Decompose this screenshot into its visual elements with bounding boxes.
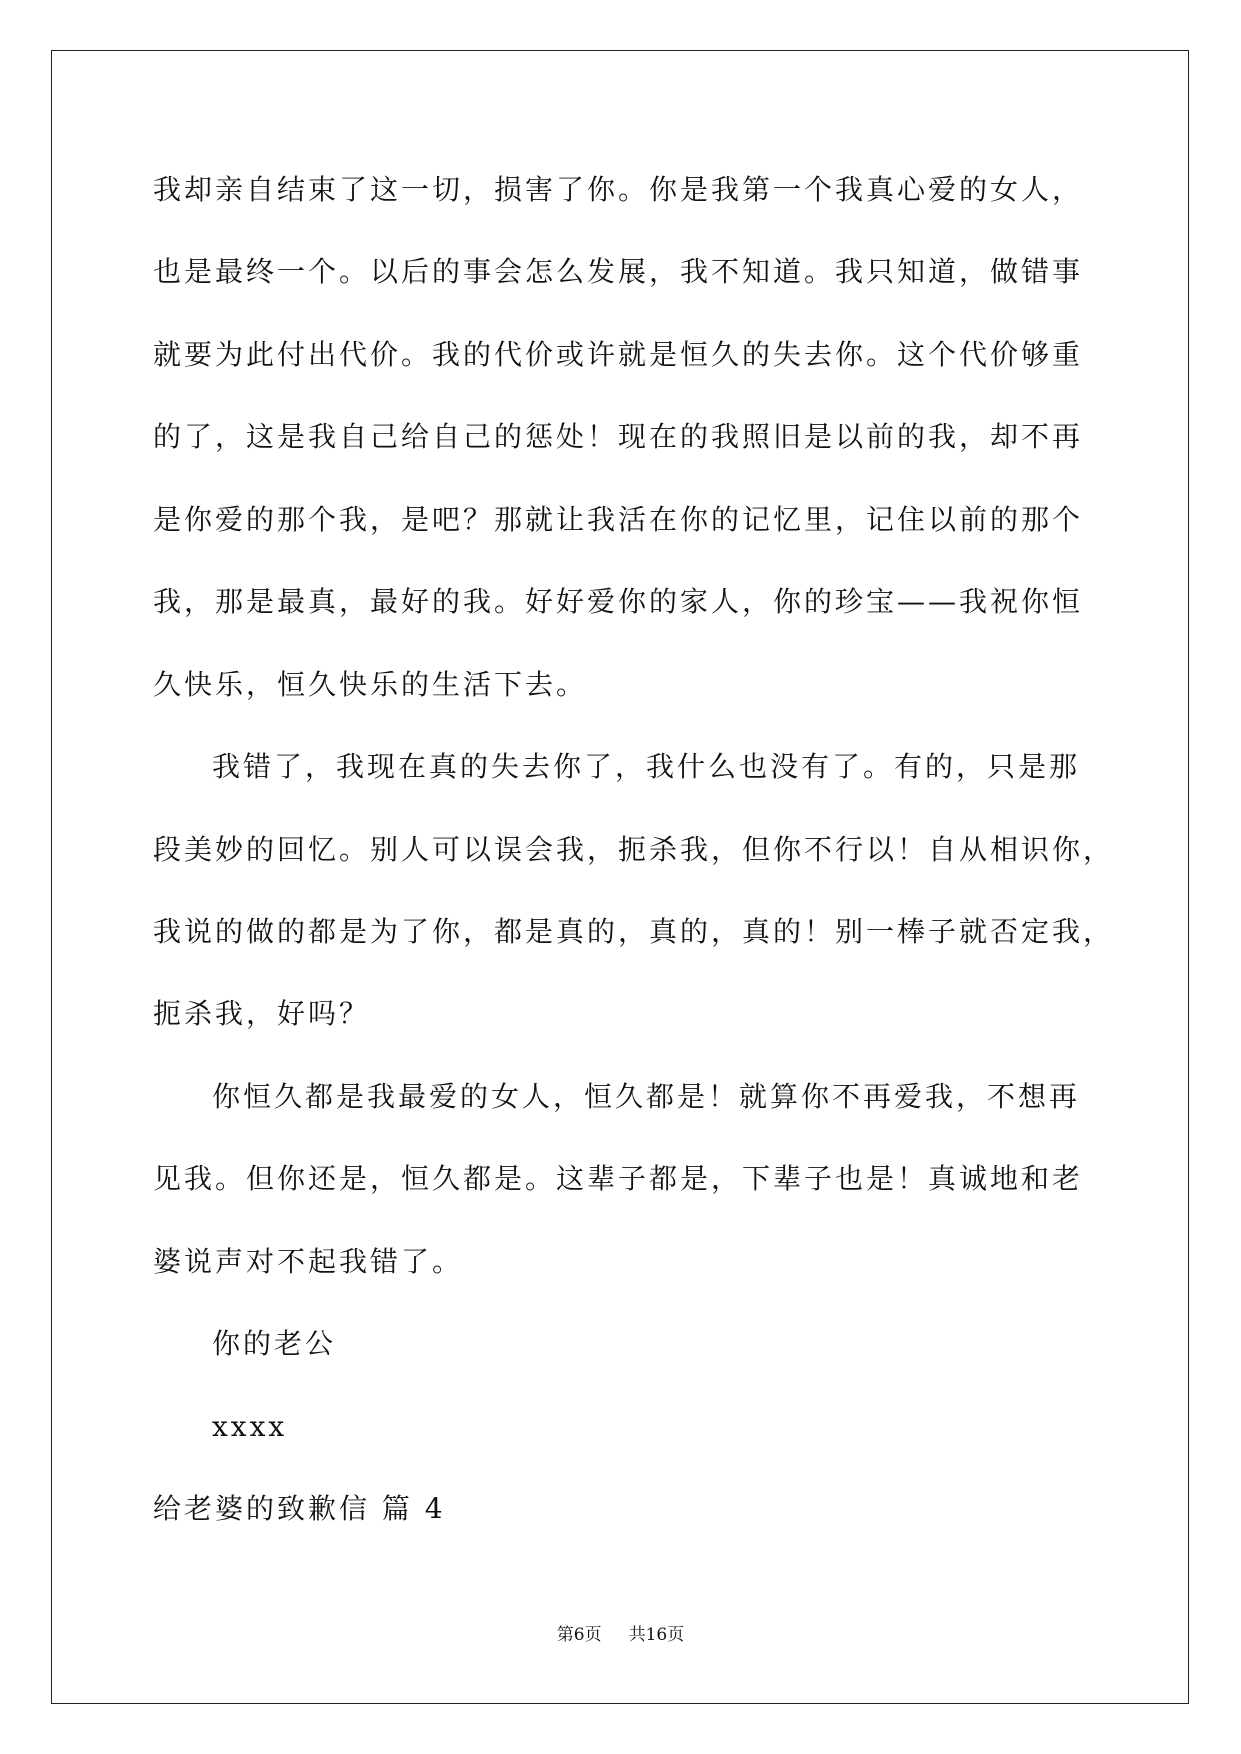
page-footer xyxy=(0,1627,1241,1644)
text-line: 我说的做的都是为了你，都是真的，真的，真的！别一棒子就否定我， xyxy=(153,915,1115,948)
text-line: 婆说声对不起我错了。 xyxy=(153,1245,464,1278)
text-line: 就要为此付出代价。我的代价或许就是恒久的失去你。这个代价够重 xyxy=(153,338,1084,371)
text-line: 我错了，我现在真的失去你了，我什么也没有了。有的，只是那 xyxy=(212,750,1081,783)
text-line: 的了，这是我自己给自己的惩处！现在的我照旧是以前的我，却不再 xyxy=(153,420,1084,453)
text-line: 你恒久都是我最爱的女人，恒久都是！就算你不再爱我，不想再 xyxy=(212,1080,1081,1113)
section-heading: 给老婆的致歉信 篇 4 xyxy=(153,1492,446,1525)
text-line: 久快乐，恒久快乐的生活下去。 xyxy=(153,668,588,701)
signature-name: xxxx xyxy=(212,1410,288,1443)
page-number: 第6页 xyxy=(556,1625,602,1645)
page-total: 共16页 xyxy=(628,1625,685,1645)
signature-line: 你的老公 xyxy=(212,1327,337,1360)
text-line: 扼杀我，好吗？ xyxy=(153,997,371,1030)
text-line: 也是最终一个。以后的事会怎么发展，我不知道。我只知道，做错事 xyxy=(153,255,1084,288)
text-line: 见我。但你还是，恒久都是。这辈子都是，下辈子也是！真诚地和老 xyxy=(153,1162,1084,1195)
text-line: 我却亲自结束了这一切，损害了你。你是我第一个我真心爱的女人， xyxy=(153,173,1084,206)
text-line: 是你爱的那个我，是吧？那就让我活在你的记忆里，记住以前的那个 xyxy=(153,503,1084,536)
text-line: 我，那是最真，最好的我。好好爱你的家人，你的珍宝——我祝你恒 xyxy=(153,585,1084,618)
page-border xyxy=(51,50,1189,1704)
text-line: 段美妙的回忆。别人可以误会我，扼杀我，但你不行以！自从相识你， xyxy=(153,833,1115,866)
